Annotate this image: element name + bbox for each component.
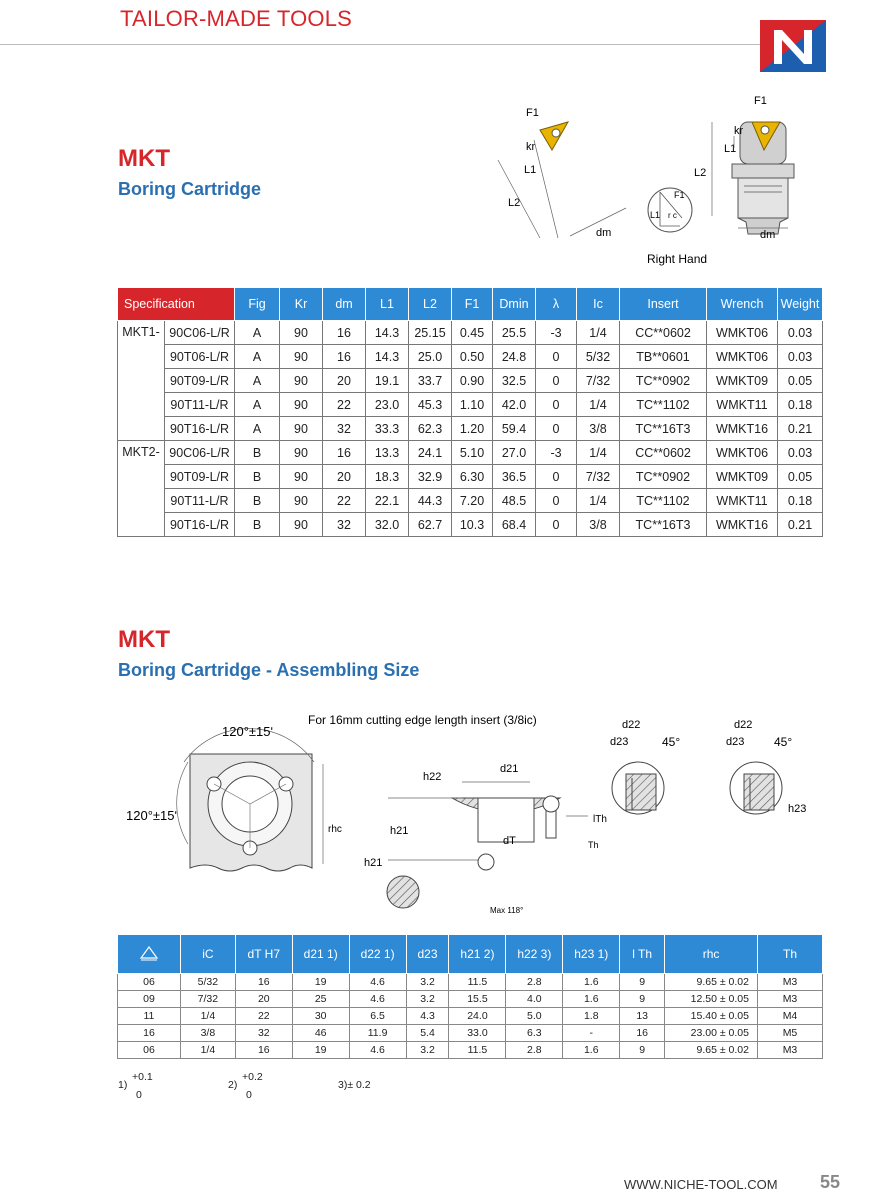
table-cell: 0: [536, 369, 577, 393]
table-cell: 6.5: [349, 1008, 406, 1025]
table-cell: 1/4: [577, 321, 620, 345]
table-cell: 42.0: [493, 393, 536, 417]
table-cell: 90T16-L/R: [165, 417, 235, 441]
table-cell: 90T09-L/R: [165, 369, 235, 393]
table-cell: WMKT06: [707, 441, 778, 465]
table-cell: A: [235, 321, 280, 345]
deg45-label-b: 45°: [774, 735, 793, 749]
table-cell: 62.3: [409, 417, 452, 441]
table-cell: 6.3: [506, 1025, 563, 1042]
table-cell: 90: [280, 321, 323, 345]
table-cell: 0: [536, 465, 577, 489]
table-cell: 4.3: [406, 1008, 449, 1025]
table-row: [118, 345, 823, 369]
table-cell: 0.03: [778, 345, 823, 369]
section1-code: MKT: [118, 145, 170, 172]
table-cell: 32: [323, 417, 366, 441]
deg45-label-a: 45°: [662, 735, 681, 749]
chamfer-detail-b: [730, 762, 782, 814]
table-cell: 90T06-L/R: [165, 345, 235, 369]
table-cell: M4: [757, 1008, 822, 1025]
table-cell: 20: [323, 465, 366, 489]
table-cell: 5.4: [406, 1025, 449, 1042]
section2-code: MKT: [118, 626, 170, 653]
label-L1-detail: L1: [650, 210, 661, 220]
page-header-title: TAILOR-MADE TOOLS: [120, 6, 353, 31]
asm-col-header: d21 1): [292, 935, 349, 974]
table-cell: 2.8: [506, 1042, 563, 1059]
table-cell: 19: [292, 1042, 349, 1059]
table-cell: 0.03: [778, 321, 823, 345]
table-cell: 1/4: [577, 489, 620, 513]
table-cell: 59.4: [493, 417, 536, 441]
table-row: [118, 441, 823, 465]
table-row: [118, 393, 823, 417]
table-cell: 33.0: [449, 1025, 506, 1042]
table-cell: 90T09-L/R: [165, 465, 235, 489]
footnote-2-upper: +0.2: [242, 1071, 263, 1083]
table-cell: 33.7: [409, 369, 452, 393]
Th-label: Th: [588, 840, 599, 850]
footer-url: WWW.NICHE-TOOL.COM: [624, 1177, 778, 1192]
table-row: [118, 513, 823, 537]
table-cell: 5.10: [452, 441, 493, 465]
table-cell: B: [235, 465, 280, 489]
table-cell: 13.3: [366, 441, 409, 465]
spec-col-header: λ: [536, 288, 577, 321]
table-cell: 18.3: [366, 465, 409, 489]
spec-col-header: Ic: [577, 288, 620, 321]
table-cell: 16: [323, 345, 366, 369]
table-cell: TC**16T3: [620, 513, 707, 537]
table-cell: 90T11-L/R: [165, 489, 235, 513]
table-cell: 0.18: [778, 489, 823, 513]
label-kr-a: kr: [526, 141, 536, 153]
table-cell: 46: [292, 1025, 349, 1042]
table-cell: 0.05: [778, 465, 823, 489]
table-cell: 9: [620, 991, 665, 1008]
label-L2-a: L2: [508, 197, 521, 209]
table-cell: -3: [536, 321, 577, 345]
asm-col-header: h21 2): [449, 935, 506, 974]
table-cell: 0: [536, 417, 577, 441]
table-cell: 3/8: [180, 1025, 235, 1042]
table-cell: WMKT11: [707, 489, 778, 513]
table-cell: 7/32: [577, 465, 620, 489]
label-F1-detail: F1: [674, 190, 685, 200]
table-cell: 3.2: [406, 974, 449, 991]
table-cell: 25.5: [493, 321, 536, 345]
table-cell: 24.0: [449, 1008, 506, 1025]
spec-col-header: dm: [323, 288, 366, 321]
table-cell: 4.6: [349, 991, 406, 1008]
table-row: [118, 417, 823, 441]
table-cell: 24.8: [493, 345, 536, 369]
table-cell: 06: [118, 1042, 181, 1059]
asm-col-header: h23 1): [563, 935, 620, 974]
table-cell: 15.40 ± 0.05: [665, 1008, 758, 1025]
spec-col-header: Kr: [280, 288, 323, 321]
table-cell: 1/4: [577, 393, 620, 417]
table-row: [118, 1025, 823, 1042]
table-cell: 16: [235, 1042, 292, 1059]
table-cell: 1/4: [577, 441, 620, 465]
table-cell: 12.50 ± 0.05: [665, 991, 758, 1008]
table-cell: 14.3: [366, 321, 409, 345]
table-cell: 9.65 ± 0.02: [665, 974, 758, 991]
table-cell: 90: [280, 513, 323, 537]
label-F1-a: F1: [526, 107, 539, 119]
label-kr-b: kr: [734, 125, 744, 137]
table-cell: 9.65 ± 0.02: [665, 1042, 758, 1059]
table-cell: 90: [280, 489, 323, 513]
table-cell: 0: [536, 345, 577, 369]
table-cell: TC**16T3: [620, 417, 707, 441]
spec-col-header: Wrench: [707, 288, 778, 321]
asm-col-header: Th: [757, 935, 822, 974]
table-cell: -3: [536, 441, 577, 465]
table-cell: 15.5: [449, 991, 506, 1008]
table-cell: 4.6: [349, 974, 406, 991]
table-cell: 16: [235, 974, 292, 991]
table-cell: B: [235, 441, 280, 465]
table-cell: 1.6: [563, 974, 620, 991]
asm-header-row: [118, 935, 823, 974]
table-cell: WMKT16: [707, 513, 778, 537]
table-cell: 1.10: [452, 393, 493, 417]
angle-top-label: 120°±15ʹ: [222, 724, 273, 739]
assembling-drawing: [118, 704, 824, 920]
table-cell: 32.5: [493, 369, 536, 393]
table-cell: WMKT06: [707, 345, 778, 369]
mounting-plate: [177, 729, 323, 871]
table-cell: 23.00 ± 0.05: [665, 1025, 758, 1042]
asm-col-header: d23: [406, 935, 449, 974]
dT-label: dT: [503, 835, 516, 847]
asm-col-header: [118, 935, 181, 974]
table-cell: 90: [280, 441, 323, 465]
spec-col-header: Insert: [620, 288, 707, 321]
table-cell: 30: [292, 1008, 349, 1025]
max118-label: Max 118°: [490, 906, 524, 915]
lTh-label: lTh: [593, 814, 607, 825]
table-cell: 22: [323, 489, 366, 513]
table-cell: 90: [280, 465, 323, 489]
table-cell: 90T16-L/R: [165, 513, 235, 537]
footnote-1-lower: 0: [136, 1089, 142, 1101]
footnote-2-lower: 0: [246, 1089, 252, 1101]
table-row: [118, 991, 823, 1008]
table-cell: 0.45: [452, 321, 493, 345]
table-cell: 90C06-L/R: [165, 321, 235, 345]
table-cell: 48.5: [493, 489, 536, 513]
table-cell: 68.4: [493, 513, 536, 537]
table-cell: TC**1102: [620, 489, 707, 513]
asm-col-header: rhc: [665, 935, 758, 974]
table-cell: TB**0601: [620, 345, 707, 369]
asm-col-header: dT H7: [235, 935, 292, 974]
spec-header-row: [118, 288, 823, 321]
table-cell: 14.3: [366, 345, 409, 369]
table-cell: 0.21: [778, 417, 823, 441]
table-cell: 9: [620, 1042, 665, 1059]
table-row: [118, 489, 823, 513]
table-cell: 22: [323, 393, 366, 417]
table-row: [118, 369, 823, 393]
table-cell: WMKT16: [707, 417, 778, 441]
table-cell: CC**0602: [620, 321, 707, 345]
table-cell: B: [235, 513, 280, 537]
spec-col-header: Fig: [235, 288, 280, 321]
table-cell: WMKT06: [707, 321, 778, 345]
table-cell: 25: [292, 991, 349, 1008]
spec-col-header: Dmin: [493, 288, 536, 321]
table-cell: 5.0: [506, 1008, 563, 1025]
table-cell: 1.20: [452, 417, 493, 441]
label-L1-b: L1: [724, 143, 737, 155]
spec-col-header: F1: [452, 288, 493, 321]
table-cell: 32: [323, 513, 366, 537]
table-cell: 09: [118, 991, 181, 1008]
table-cell: 16: [118, 1025, 181, 1042]
table-cell: 32.0: [366, 513, 409, 537]
spec-col-header: Specification: [118, 288, 235, 321]
table-cell: 0.05: [778, 369, 823, 393]
h21-label-upper: h21: [390, 825, 409, 837]
table-cell: 13: [620, 1008, 665, 1025]
asm-col-header: d22 1): [349, 935, 406, 974]
h23-label: h23: [788, 803, 807, 815]
table-cell: 22: [235, 1008, 292, 1025]
table-row: [118, 321, 823, 345]
table-cell: 0: [536, 393, 577, 417]
table-cell: TC**0902: [620, 465, 707, 489]
asm-col-header: l Th: [620, 935, 665, 974]
table-cell: WMKT09: [707, 369, 778, 393]
label-rc-detail: r c: [668, 211, 677, 220]
table-cell: 7/32: [577, 369, 620, 393]
footnote-2-label: 2): [228, 1079, 238, 1091]
table-cell: 1.8: [563, 1008, 620, 1025]
table-cell: 4.0: [506, 991, 563, 1008]
table-cell: M5: [757, 1025, 822, 1042]
table-cell: 25.0: [409, 345, 452, 369]
header-rule: [0, 44, 760, 45]
d23-label-a: d23: [610, 736, 629, 748]
footnote-3: 3)± 0.2: [338, 1079, 371, 1091]
table-cell: 90: [280, 417, 323, 441]
label-L2-b: L2: [694, 167, 707, 179]
table-cell: 27.0: [493, 441, 536, 465]
d23-label-b: d23: [726, 736, 745, 748]
bore-cross-section: [387, 782, 588, 908]
cartridge-drawing: [490, 88, 830, 270]
rhc-label: rhc: [328, 824, 342, 835]
table-cell: 24.1: [409, 441, 452, 465]
table-cell: 36.5: [493, 465, 536, 489]
table-cell: 33.3: [366, 417, 409, 441]
table-row: [118, 1008, 823, 1025]
table-cell: 1/4: [180, 1042, 235, 1059]
chamfer-detail-a: [612, 762, 664, 814]
table-row: [118, 465, 823, 489]
assembling-size-table: [117, 934, 823, 1059]
table-cell: 1.6: [563, 1042, 620, 1059]
table-cell: 90: [280, 393, 323, 417]
table-cell: TC**1102: [620, 393, 707, 417]
spec-col-header: Weight: [778, 288, 823, 321]
figure-caption-right-hand: Right Hand: [647, 252, 708, 266]
angle-left-label: 120°±15ʹ: [126, 808, 177, 823]
table-cell: M3: [757, 991, 822, 1008]
table-cell: 90C06-L/R: [165, 441, 235, 465]
table-cell: 19.1: [366, 369, 409, 393]
table-cell: 11.9: [349, 1025, 406, 1042]
table-cell: 62.7: [409, 513, 452, 537]
table-cell: 23.0: [366, 393, 409, 417]
table-cell: 0.18: [778, 393, 823, 417]
section1-subtitle: Boring Cartridge: [118, 179, 262, 199]
table-cell: 11.5: [449, 974, 506, 991]
table-cell: 5/32: [577, 345, 620, 369]
table-cell: WMKT11: [707, 393, 778, 417]
table-cell: 0.21: [778, 513, 823, 537]
table-cell: 20: [235, 991, 292, 1008]
table-cell: 22.1: [366, 489, 409, 513]
table-cell: 0.90: [452, 369, 493, 393]
table-cell: 16: [323, 441, 366, 465]
table-cell: -: [563, 1025, 620, 1042]
table-cell: CC**0602: [620, 441, 707, 465]
footnote-1-upper: +0.1: [132, 1071, 153, 1083]
table-cell: 25.15: [409, 321, 452, 345]
table-cell: 6.30: [452, 465, 493, 489]
assembly-note: For 16mm cutting edge length insert (3/8ic): [308, 713, 537, 727]
table-cell: M3: [757, 1042, 822, 1059]
table-cell: 3/8: [577, 513, 620, 537]
d22-label-b: d22: [734, 719, 753, 731]
table-cell: 3.2: [406, 1042, 449, 1059]
specification-table: [117, 287, 823, 537]
label-L1-a: L1: [524, 164, 537, 176]
table-cell: A: [235, 345, 280, 369]
table-cell: 32.9: [409, 465, 452, 489]
d22-label-a: d22: [622, 719, 641, 731]
table-cell: 0.03: [778, 441, 823, 465]
d21-label: d21: [500, 763, 519, 775]
h21-label-lower: h21: [364, 857, 383, 869]
spec-col-header: L2: [409, 288, 452, 321]
table-row: [118, 974, 823, 991]
spec-group-prefix: MKT2-: [118, 441, 165, 537]
table-cell: 45.3: [409, 393, 452, 417]
insert-size-icon: [139, 945, 159, 961]
table-cell: 06: [118, 974, 181, 991]
table-cell: 7/32: [180, 991, 235, 1008]
footnote-1: [118, 1071, 153, 1101]
table-cell: 7.20: [452, 489, 493, 513]
table-cell: 11: [118, 1008, 181, 1025]
table-cell: 1/4: [180, 1008, 235, 1025]
label-dm-b: dm: [760, 229, 776, 241]
table-cell: 9: [620, 974, 665, 991]
table-cell: 90: [280, 369, 323, 393]
table-row: [118, 1042, 823, 1059]
table-cell: 3/8: [577, 417, 620, 441]
table-cell: 0: [536, 489, 577, 513]
label-F1-b: F1: [754, 95, 767, 107]
table-cell: 4.6: [349, 1042, 406, 1059]
brand-logo: [760, 20, 826, 72]
table-cell: 16: [620, 1025, 665, 1042]
table-cell: M3: [757, 974, 822, 991]
table-cell: 3.2: [406, 991, 449, 1008]
spec-group-prefix: MKT1-: [118, 321, 165, 441]
table-cell: A: [235, 393, 280, 417]
table-cell: 2.8: [506, 974, 563, 991]
table-cell: A: [235, 369, 280, 393]
spec-col-header: L1: [366, 288, 409, 321]
table-cell: 19: [292, 974, 349, 991]
table-cell: 90T11-L/R: [165, 393, 235, 417]
table-cell: 5/32: [180, 974, 235, 991]
table-cell: 32: [235, 1025, 292, 1042]
table-cell: TC**0902: [620, 369, 707, 393]
footnote-2: [228, 1071, 263, 1101]
table-cell: 90: [280, 345, 323, 369]
section2-subtitle: Boring Cartridge - Assembling Size: [118, 660, 420, 680]
table-cell: 11.5: [449, 1042, 506, 1059]
table-cell: 20: [323, 369, 366, 393]
table-cell: 1.6: [563, 991, 620, 1008]
table-cell: B: [235, 489, 280, 513]
table-cell: 16: [323, 321, 366, 345]
label-dm-a: dm: [596, 227, 612, 239]
asm-col-header: h22 3): [506, 935, 563, 974]
table-cell: 10.3: [452, 513, 493, 537]
table-cell: 44.3: [409, 489, 452, 513]
table-cell: WMKT09: [707, 465, 778, 489]
table-cell: 0.50: [452, 345, 493, 369]
table-cell: 0: [536, 513, 577, 537]
page-number: 55: [820, 1172, 841, 1192]
table-cell: A: [235, 417, 280, 441]
h22-label: h22: [423, 771, 442, 783]
asm-col-header: iC: [180, 935, 235, 974]
footnote-1-label: 1): [118, 1079, 128, 1091]
